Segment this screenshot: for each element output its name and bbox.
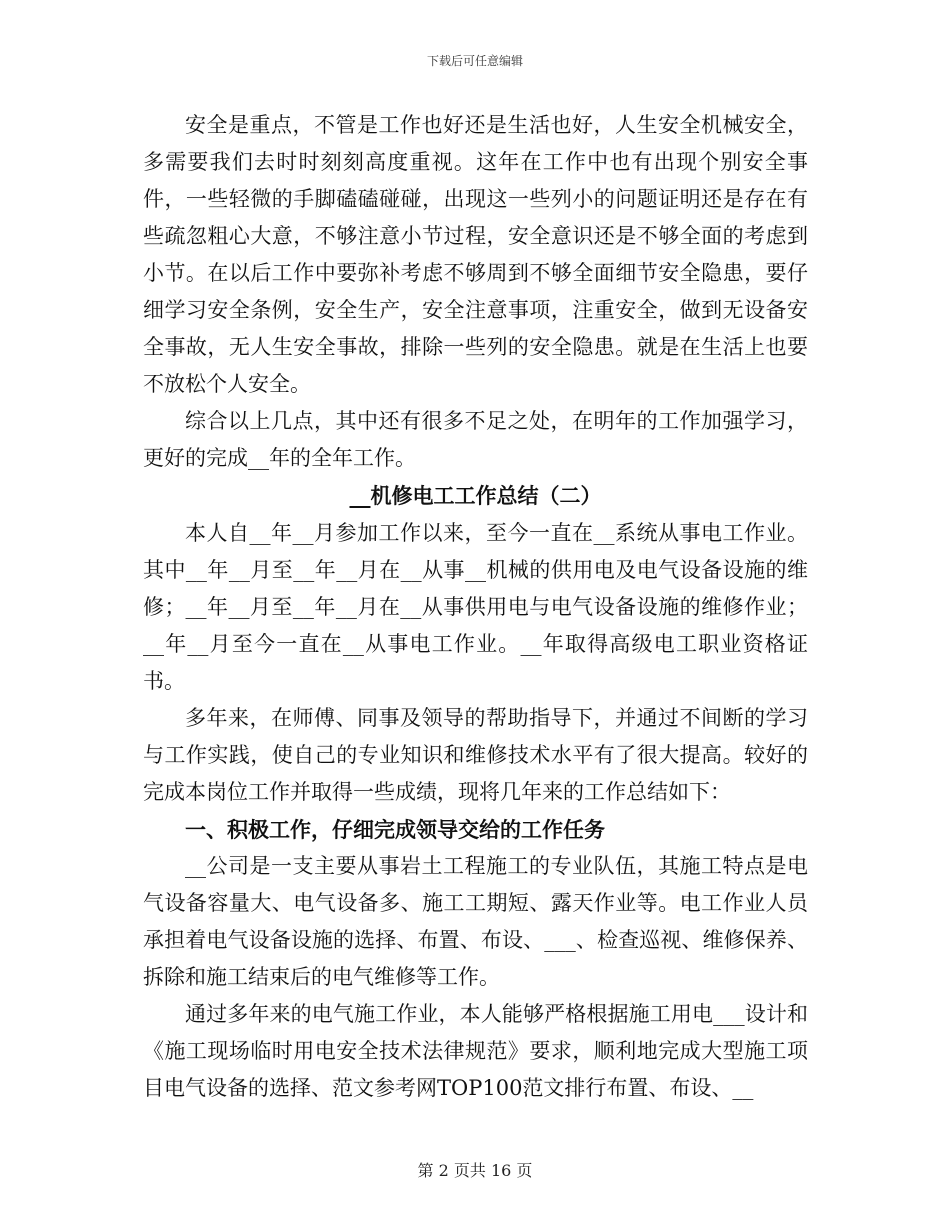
paragraph-safety: 安全是重点，不管是工作也好还是生活也好，人生安全机械安全，多需要我们去时时刻刻高度重视。这年在工作中也有出现个别安全事件，一些轻微的手脚磕磕碰碰，出现这一些列小的问题证明还是存在有些疏忽粗心大意，不够注意小节过程，安全意识还是不够全面的考虑到小节。在以后工作中要弥补考虑不够周到不够全面细节安全隐患，要仔细学习安全条例，安全生产，安全注意事项，注重安全，做到无设备安全事故，无人生安全事故，排除一些列的安全隐患。就是在生活上也要不放松个人安全。 [143,113,808,396]
document-title: __机修电工工作总结（二） [349,483,602,508]
paragraph-work-history: 本人自__年__月参加工作以来，至今一直在__系统从事电工作业。其中__年__月至__年__月在__从事__机械的供用电及电气设备设施的维修；__年__月至__年__月在__从事供用电与电气设备设施的维修作业；__年__月至今一直在__从事电工作业。__年取得高级电工职业资格证书。 [143,521,808,693]
paragraph-summary: 综合以上几点，其中还有很多不足之处，在明年的工作加强学习，更好的完成__年的全年工作。 [143,409,808,470]
document-body [143,107,808,1107]
page-number: 第 2 页共 16 页 [417,1161,533,1180]
paragraph-intro: 多年来，在师傅、同事及领导的帮助指导下，并通过不间断的学习与工作实践，使自己的专业知识和维修技术水平有了很大提高。较好的完成本岗位工作并取得一些成绩，现将几年来的工作总结如下： [143,706,808,804]
page-header: 下载后可任意编辑 [426,54,523,68]
paragraph-construction: 通过多年来的电气施工作业，本人能够严格根据施工用电___设计和《施工现场临时用电安全技术法律规范》要求，顺利地完成大型施工项目电气设备的选择、范文参考网TOP100范文排行布置、布设、__ [143,1002,808,1100]
paragraph-company: __公司是一支主要从事岩土工程施工的专业队伍，其施工特点是电气设备容量大、电气设备多、施工工期短、露天作业等。电工作业人员承担着电气设备设施的选择、布置、布设、___、检查巡视、维修保养、拆除和施工结束后的电气维修等工作。 [143,854,808,989]
section-heading-1: 一、积极工作，仔细完成领导交给的工作任务 [185,817,605,842]
